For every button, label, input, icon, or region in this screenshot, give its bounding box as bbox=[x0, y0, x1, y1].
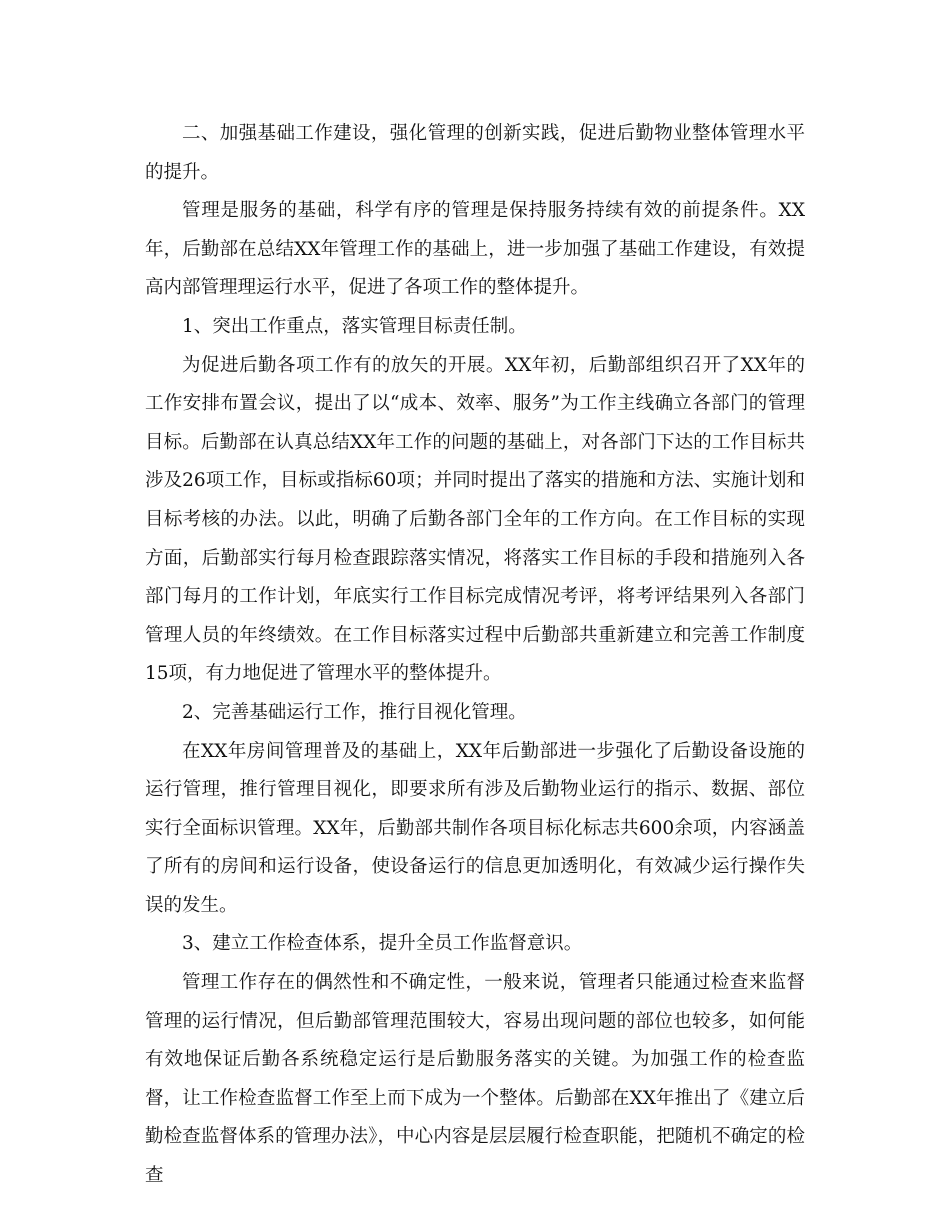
body-paragraph: 在XX年房间管理普及的基础上，XX年后勤部进一步强化了后勤设备设施的运行管理，推行管理目视化，即要求所有涉及后勤物业运行的指示、数据、部位实行全面标识管理。XX年，后勤部共制作各项目标化标志共600余项，内容涵盖了所有的房间和运行设备，使设备运行的信息更加透明化，有效减少运行操作失误的发生。 bbox=[145, 740, 805, 916]
body-paragraph: 为促进后勤各项工作有的放矢的开展。XX年初，后勤部组织召开了XX年的工作安排布置会议，提出了以“成本、效率、服务”为工作主线确立各部门的管理目标。后勤部在认真总结XX年工作的问题的基础上，对各部门下达的工作目标共涉及26项工作，目标或指标60项；并同时提出了落实的措施和方法、实施计划和目标考核的办法。以此，明确了后勤各部门全年的工作方向。在工作目标的实现方面，后勤部实行每月检查跟踪落实情况，将落实工作目标的手段和措施列入各部门每月的工作计划，年底实行工作目标完成情况考评，将考评结果列入各部门管理人员的年终绩效。在工作目标落实过程中后勤部共重新建立和完善工作制度15项，有力地促进了管理水平的整体提升。 bbox=[145, 354, 805, 685]
body-paragraph: 管理工作存在的偶然性和不确定性，一般来说，管理者只能通过检查来监督管理的运行情况，但后勤部管理范围较大，容易出现问题的部位也较多，如何能有效地保证后勤各系统稳定运行是后勤服务落实的关键。为加强工作的检查监督，让工作检查监督工作至上而下成为一个整体。后勤部在XX年推出了《建立后勤检查监督体系的管理办法》，中心内容是层层履行检查职能，把随机不确定的检查 bbox=[145, 972, 805, 1187]
document-body bbox=[145, 115, 805, 1196]
subsection-heading: 1、突出工作重点，落实管理目标责任制。 bbox=[182, 315, 527, 337]
section-heading: 二、加强基础工作建设，强化管理的创新实践，促进后勤物业整体管理水平的提升。 bbox=[145, 123, 805, 183]
body-paragraph: 管理是服务的基础，科学有序的管理是保持服务持续有效的前提条件。XX年，后勤部在总结XX年管理工作的基础上，进一步加强了基础工作建设，有效提高内部管理理运行水平，促进了各项工作的整体提升。 bbox=[145, 200, 805, 299]
subsection-heading: 2、完善基础运行工作，推行目视化管理。 bbox=[182, 701, 527, 723]
subsection-heading: 3、建立工作检查体系，提升全员工作监督意识。 bbox=[182, 933, 583, 955]
